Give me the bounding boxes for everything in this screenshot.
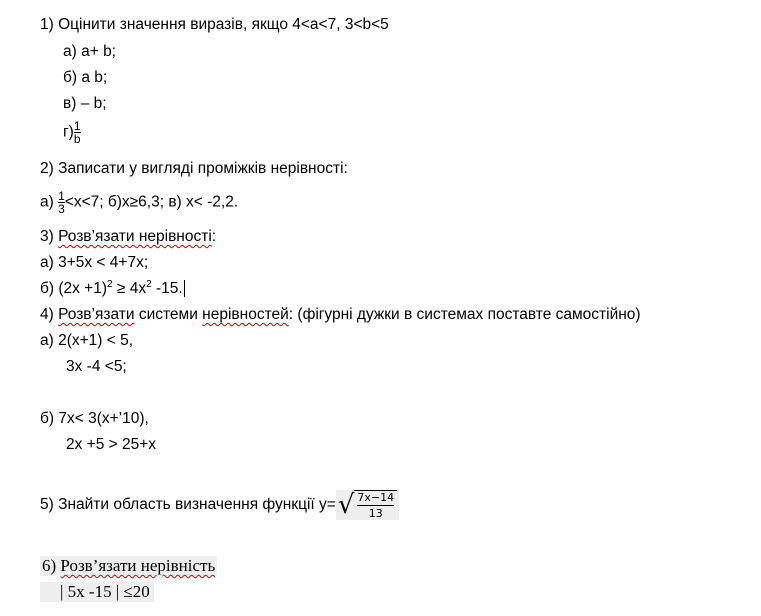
task-1-item-c: в) – b;: [63, 95, 107, 112]
task-5-text: 5) Знайти область визначення функції y=: [40, 496, 336, 514]
task-4-a-line-1: а) 2(x+1) < 5,: [40, 332, 134, 349]
task-1-item-a: а) a+ b;: [63, 43, 116, 60]
task-4-title-rest: : (фігурні дужки в системах поставте самостійно): [288, 306, 641, 323]
task-3-item-a: а) 3+5x < 4+7x;: [40, 254, 149, 271]
task-1-item-d-label: г): [63, 123, 74, 141]
task-4-b-line-2: 2x +5 > 25+x: [66, 436, 157, 453]
spellcheck-word: Розв’язати нерівність: [60, 556, 216, 575]
sqrt-symbol: √: [337, 490, 355, 520]
task-4-a-line-2: 3x -4 <5;: [66, 358, 127, 375]
fraction-numerator: 7x−14: [357, 491, 395, 504]
fraction-denominator: b: [73, 132, 81, 146]
task-4-title: [40, 305, 641, 325]
task-2-items: [40, 190, 238, 215]
fraction-one-third: [58, 190, 65, 215]
fraction-one-over-b: [74, 120, 81, 145]
task-2-title: 2) Записати у вигляді проміжків нерівності:: [40, 160, 348, 177]
fraction-denominator: 13: [368, 507, 383, 520]
task-4-title-mid: системи: [134, 306, 203, 323]
task-6-expression: | 5x -15 | ≤20: [40, 582, 154, 602]
task-4-b-line-1: б) 7x< 3(x+’10),: [40, 410, 149, 427]
exponent: 2: [107, 278, 113, 290]
task-4-number: 4): [40, 306, 59, 323]
task-6-title-text: [42, 556, 215, 575]
sqrt-fraction: [354, 490, 397, 520]
task-3-number: 3): [40, 228, 59, 245]
task-3-item-b: [40, 279, 185, 299]
task-1-item-b: б) a b;: [63, 69, 108, 86]
fraction-denominator: 3: [58, 202, 65, 216]
spellcheck-word: нерівностей: [202, 306, 289, 323]
task-3-title: [40, 227, 216, 247]
task-6-title: [40, 556, 217, 576]
sqrt-expression: [336, 490, 399, 520]
spellcheck-word: Розв’язати: [58, 306, 135, 323]
task-2-prefix: а): [40, 193, 59, 211]
task-1-title: 1) Оцінити значення виразів, якщо 4<a<7, 3<b<5: [40, 16, 389, 33]
exponent: 2: [146, 278, 152, 290]
task-3-colon: :: [211, 228, 217, 245]
text-cursor: [184, 280, 185, 297]
spellcheck-word: Розв’язати нерівності: [58, 228, 212, 245]
task-5: [40, 490, 399, 520]
task-2-rest: <x<7; б)x≥6,3; в) x< -2,2.: [64, 193, 239, 211]
task-6-number: 6): [42, 556, 61, 575]
fraction-numerator: 1: [58, 189, 65, 203]
expr-part: ≥ 4x: [112, 280, 147, 297]
expr-part: б) (2x +1): [40, 280, 108, 297]
task-1-item-d: [63, 120, 81, 145]
fraction-numerator: 1: [73, 119, 81, 133]
expr-part: -15.: [151, 280, 183, 297]
